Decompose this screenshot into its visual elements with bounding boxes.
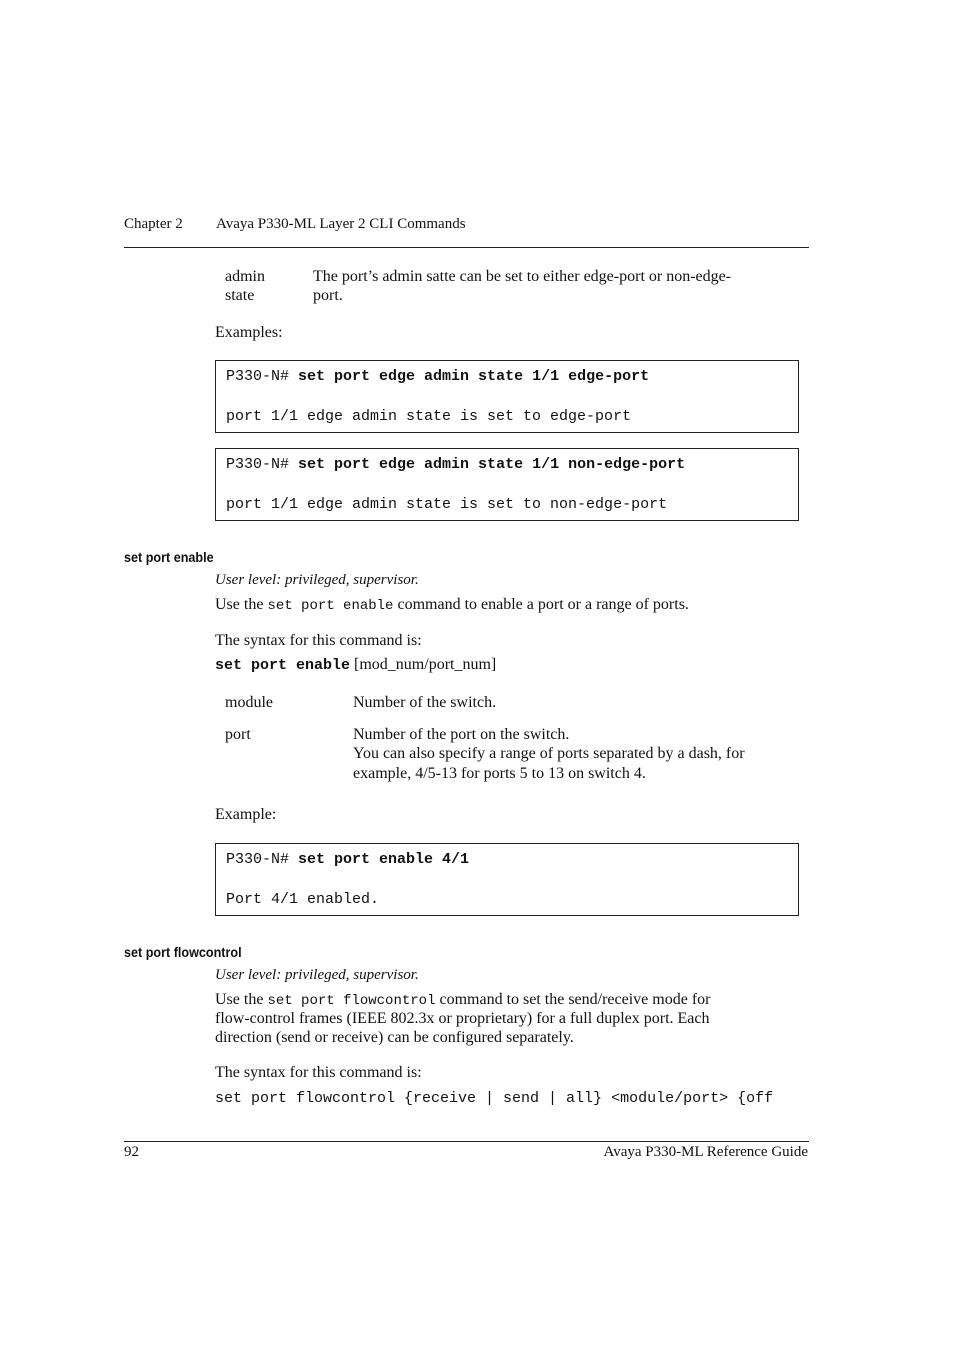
cli-command: set port enable 4/1 (298, 851, 470, 868)
syntax-label-enable: The syntax for this command is: (215, 632, 422, 649)
code-command-line (226, 456, 685, 473)
chapter-title: Avaya P330-ML Layer 2 CLI Commands (216, 216, 466, 232)
cli-prompt: P330-N# (226, 851, 290, 868)
intro-code: set port flowcontrol (267, 993, 436, 1009)
code-command-line (226, 368, 649, 385)
code-command-line (226, 851, 469, 868)
section-heading-flowcontrol: set port flowcontrol (124, 944, 242, 960)
cli-output: port 1/1 edge admin state is set to non-edge-port (226, 496, 668, 513)
code-example-box (215, 360, 799, 433)
param-desc-port-line3: example, 4/5-13 for ports 5 to 13 on switch 4. (353, 765, 646, 782)
intro-flowcontrol-line2: flow-control frames (IEEE 802.3x or proprietary) for a full duplex port. Each (215, 1010, 710, 1027)
param-desc-module: Number of the switch. (353, 694, 497, 711)
cli-prompt: P330-N# (226, 368, 290, 385)
intro-pre: Use the (215, 596, 264, 613)
page-number: 92 (124, 1144, 139, 1160)
intro-post: command to set the send/receive mode for (439, 991, 711, 1008)
cli-command: set port edge admin state 1/1 non-edge-port (298, 456, 686, 473)
param-desc-line1: The port’s admin satte can be set to either edge-port or non-edge- (313, 268, 732, 285)
intro-post: command to enable a port or a range of ports. (397, 596, 689, 613)
syntax-cmd: set port enable (215, 657, 351, 674)
code-example-box (215, 448, 799, 521)
cli-output: Port 4/1 enabled. (226, 891, 380, 908)
examples-label: Examples: (215, 324, 283, 341)
syntax-args: [mod_num/port_num] (354, 656, 497, 673)
cli-command: set port edge admin state 1/1 edge-port (298, 368, 650, 385)
syntax-flowcontrol: set port flowcontrol {receive | send | all} <module/port> {off (215, 1090, 774, 1107)
guide-title: Avaya P330-ML Reference Guide (603, 1144, 808, 1160)
example-label-enable: Example: (215, 806, 277, 823)
param-desc-port-line1: Number of the port on the switch. (353, 726, 570, 743)
param-name-state: state (225, 287, 255, 304)
param-name-admin: admin (225, 268, 265, 285)
cli-prompt: P330-N# (226, 456, 290, 473)
footer-rule (124, 1141, 809, 1142)
intro-enable (215, 596, 689, 614)
param-name-port: port (225, 726, 251, 743)
intro-code: set port enable (267, 598, 394, 614)
intro-flowcontrol-line3: direction (send or receive) can be configured separately. (215, 1029, 574, 1046)
section-heading-enable: set port enable (124, 549, 214, 565)
intro-flowcontrol-line1 (215, 991, 710, 1009)
code-example-box (215, 843, 799, 916)
param-desc-line2: port. (313, 287, 343, 304)
syntax-enable (215, 656, 496, 674)
chapter-label: Chapter 2 (124, 216, 183, 232)
user-level-enable: User level: privileged, supervisor. (215, 572, 419, 588)
cli-output: port 1/1 edge admin state is set to edge-port (226, 408, 632, 425)
intro-pre: Use the (215, 991, 264, 1008)
user-level-flowcontrol: User level: privileged, supervisor. (215, 967, 419, 983)
param-name-module: module (225, 694, 273, 711)
param-desc-port-line2: You can also specify a range of ports separated by a dash, for (353, 745, 745, 762)
header-rule (124, 247, 809, 248)
syntax-label-flowcontrol: The syntax for this command is: (215, 1064, 422, 1081)
